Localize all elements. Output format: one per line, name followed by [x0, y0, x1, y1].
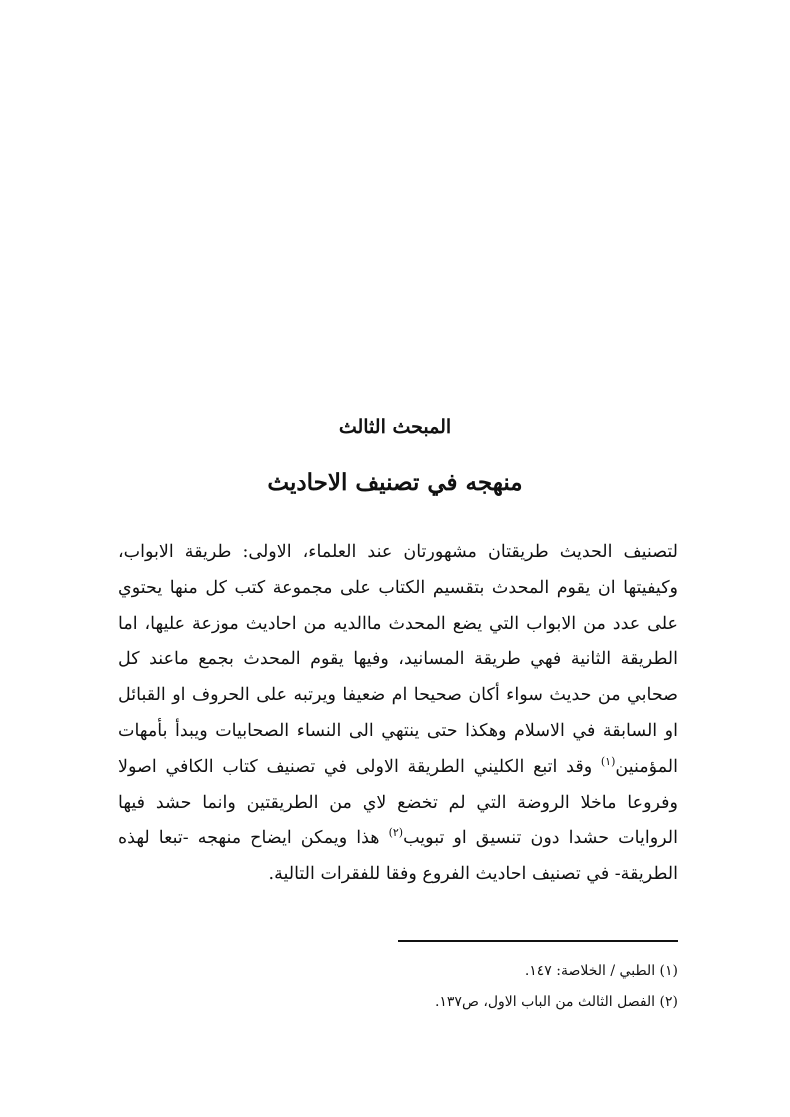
- body-text-part-2: وقد اتبع الكليني الطريقة الاولى في تصنيف كتاب الكافي اصولا وفروعا ماخلا الروضة التي لم تخضع لاي من الطريقتين وانما حشد فيها الروايات حشدا دون تنسيق او تبويب: [118, 756, 678, 849]
- footnote-ref-2: (٢): [388, 826, 404, 840]
- section-heading: المبحث الثالث: [338, 416, 452, 438]
- body-text-part-3: هذا ويمكن ايضاح منهجه -تبعا لهذه الطريقة- في تصنيف احاديث الفروع وفقا للفقرات التالية.: [118, 828, 678, 885]
- footnote-1: (١) الطبي / الخلاصة: ١٤٧.: [524, 963, 678, 979]
- footnote-divider: [398, 940, 678, 942]
- footnotes: [118, 956, 678, 1018]
- body-paragraph: [118, 535, 678, 893]
- body-text-part-1: لتصنيف الحديث طريقتان مشهورتان عند العلماء، الاولى: طريقة الابواب، وكيفيتها ان يقوم المحدث بتقسيم الكتاب على مجموعة كتب كل منها يحتوي على عدد من الابواب التي يضع المحدث ماالديه من احاديث موزعة عليها، اما الطريقة الثانية فهي طريقة المسانيد، وفيها يقوم المحدث بجمع ماعند كل صحابي من حديث سواء أكان صحيحا ام ضعيفا ويرتبه على الحروف او القبائل او السابقة في الاسلام وهكذا حتى ينتهي الى النساء الصحابيات ويبدأ بأمهات المؤمنين: [118, 542, 679, 777]
- footnote-ref-1: (١): [600, 754, 616, 768]
- footnote-2: (٢) الفصل الثالث من الباب الاول، ص١٣٧.: [434, 994, 678, 1010]
- section-subtitle: منهجه في تصنيف الاحاديث: [267, 469, 523, 496]
